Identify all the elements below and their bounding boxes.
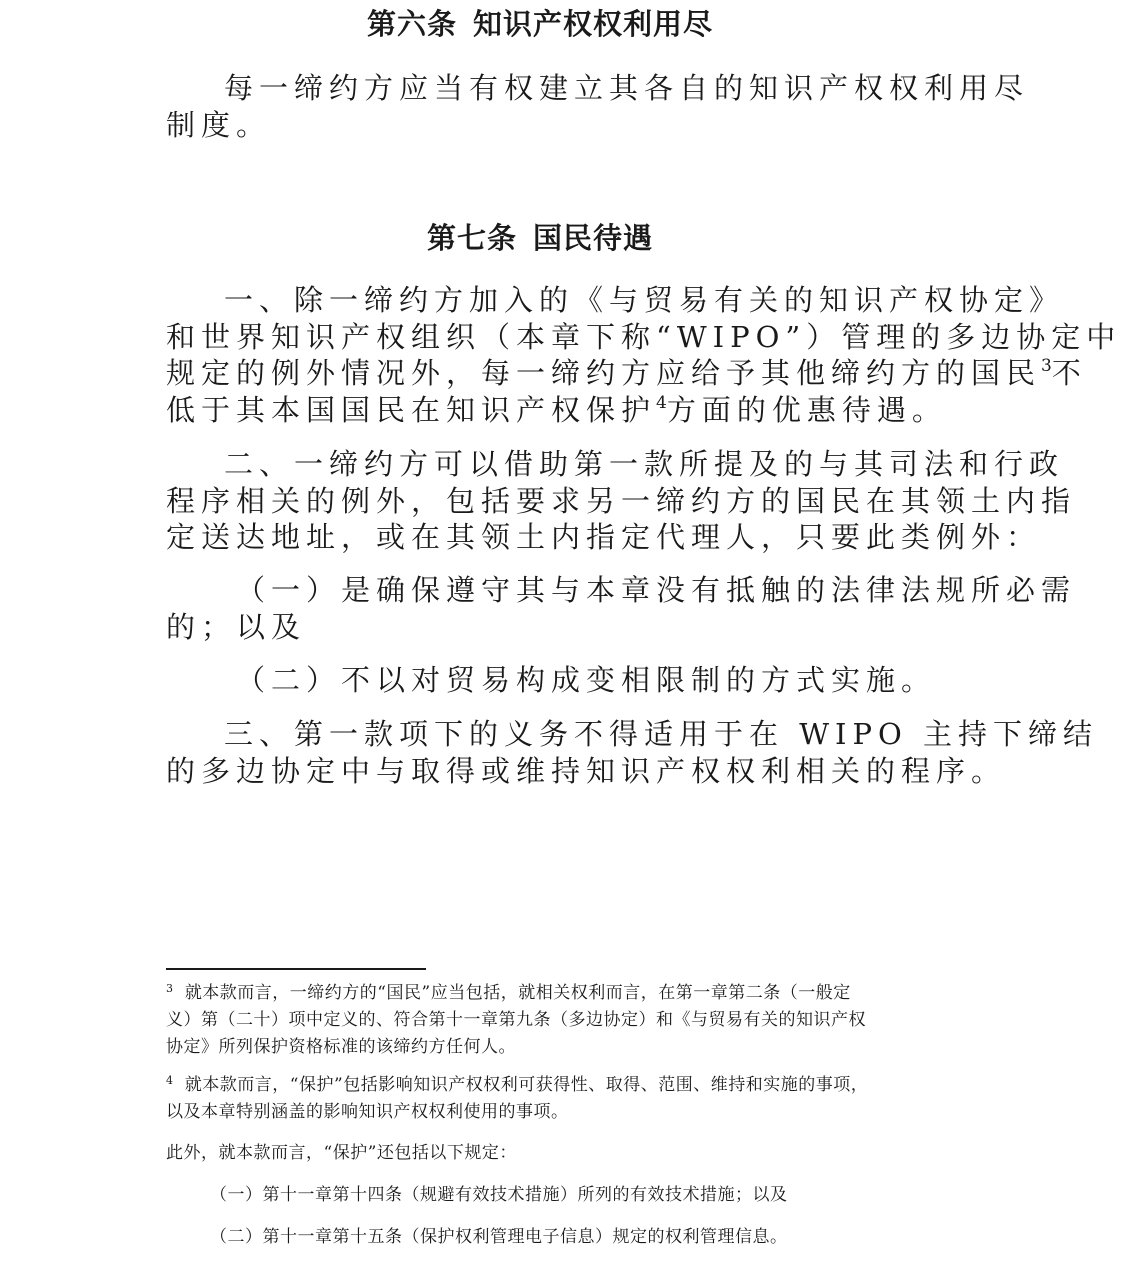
footnote-4-continuation <box>166 1140 918 1167</box>
article-7-paragraph-2 <box>166 446 1077 556</box>
text-run: 不 <box>1051 356 1087 390</box>
footnote-4-number: 4 <box>166 1074 173 1087</box>
footnote-3 <box>166 980 918 1061</box>
article-7-item-1 <box>166 572 1077 645</box>
footnote-line: 以及本章特别涵盖的影响知识产权权利使用的事项。 <box>166 1102 569 1122</box>
text-run: 就本款而言，“保护”包括影响知识产权权利可获得性、取得、范围、维持和实施的事项， <box>184 1075 869 1095</box>
footnote-line: 协定》所列保护资格标准的该缔约方任何人。 <box>166 1037 516 1057</box>
paragraph-line: 和世界知识产权组织（本章下称“WIPO”）管理的多边协定中 <box>166 319 1121 354</box>
paragraph-line: 二、一缔约方可以借助第一款所提及的与其司法和行政 <box>224 447 1065 481</box>
paragraph-line: 三、第一款项下的义务不得适用于在 WIPO 主持下缔结 <box>224 717 1098 751</box>
footnote-line: （二）第十一章第十五条（保护权利管理电子信息）规定的权利管理信息。 <box>210 1227 788 1247</box>
paragraph-line: 每一缔约方应当有权建立其各自的知识产权权利用尽 <box>224 71 1030 105</box>
footnote-4-item-2 <box>166 1224 918 1251</box>
article-7-title: 国民待遇 <box>533 221 654 255</box>
footnote-4 <box>166 1072 918 1126</box>
footnote-ref-3[interactable]: 3 <box>1041 356 1052 376</box>
article-7-paragraph-3 <box>166 716 1098 789</box>
text-run: 就本款而言，一缔约方的“国民”应当包括，就相关权利而言，在第一章第二条（一般定 <box>184 983 851 1003</box>
article-7-paragraph-1 <box>166 282 1121 428</box>
footnote-3-number: 3 <box>166 982 173 995</box>
article-7-number: 第七条 <box>426 221 517 255</box>
footnote-4-item-1 <box>166 1182 918 1209</box>
paragraph-line: 制度。 <box>166 107 272 142</box>
paragraph-line <box>166 392 947 429</box>
paragraph-line: 定送达地址，或在其领土内指定代理人，只要此类例外： <box>166 520 1042 554</box>
footnote-line: （一）第十一章第十四条（规避有效技术措施）所列的有效技术措施；以及 <box>210 1185 788 1205</box>
footnote-line: 义）第（二十）项中定义的、符合第十一章第九条（多边协定）和《与贸易有关的知识产权 <box>166 1010 866 1030</box>
paragraph-line: （二）不以对贸易构成变相限制的方式实施。 <box>236 663 937 697</box>
article-6-heading <box>0 6 1080 42</box>
footnote-line <box>166 980 918 1007</box>
article-7-heading <box>0 220 1080 256</box>
footnote-line <box>166 1072 918 1099</box>
article-6-paragraph <box>166 70 1030 143</box>
paragraph-line: 的多边协定中与取得或维持知识产权权利相关的程序。 <box>166 753 1007 788</box>
text-run: 规定的例外情况外，每一缔约方应给予其他缔约方的国民 <box>166 356 1042 390</box>
footnote-separator <box>166 968 426 970</box>
paragraph-line: 一、除一缔约方加入的《与贸易有关的知识产权协定》 <box>224 283 1065 317</box>
footnote-ref-4[interactable]: 4 <box>656 392 667 413</box>
text-run: 低于其本国国民在知识产权保护 <box>166 392 657 427</box>
article-6-number: 第六条 <box>366 7 457 41</box>
article-7-item-2 <box>166 662 937 699</box>
paragraph-line: （一）是确保遵守其与本章没有抵触的法律法规所必需 <box>236 573 1077 607</box>
text-run: 方面的优惠待遇。 <box>666 392 947 427</box>
paragraph-line <box>166 355 1087 392</box>
footnote-line: 此外，就本款而言，“保护”还包括以下规定： <box>166 1143 517 1163</box>
article-6-title: 知识产权权利用尽 <box>473 7 714 41</box>
paragraph-line: 的；以及 <box>166 609 307 644</box>
paragraph-line: 程序相关的例外，包括要求另一缔约方的国民在其领土内指 <box>166 483 1077 518</box>
